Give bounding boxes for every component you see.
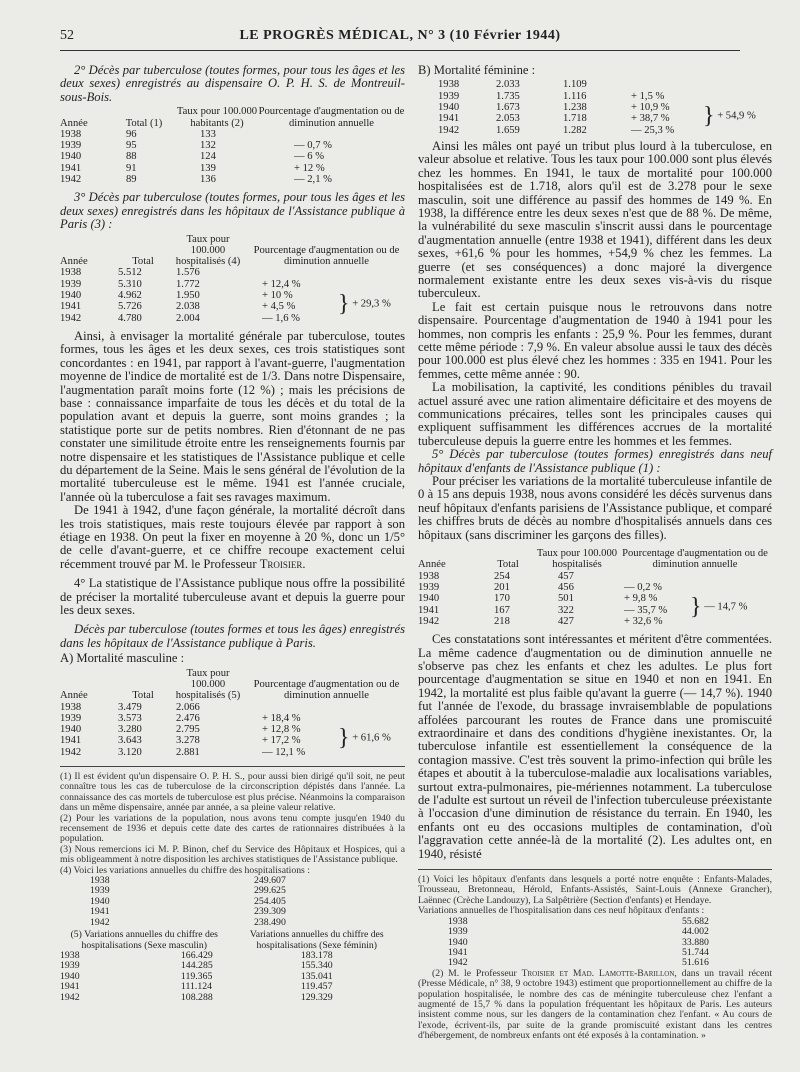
table-cell: 2.066 (176, 701, 200, 713)
table-cell: 111.124 (180, 981, 213, 993)
brace: } (690, 593, 702, 620)
paragraph: Ainsi les mâles ont payé un tribut plus lourd à la tuberculose, en valeur absolue et relative. Tous les taux pour 100.000 sont plus élevés chez les hommes. En 1941, le taux de mortalité pour 100.000 hospitalisées est de 1.718, alors qu'il est de 3.278 pour le sexe masculin, soit une différence au passif des hommes de 149 %. En 1938, la différence entre les deux sexes n'est que de 88 %. De même, la vulnérabilité du sexe masculin s'inscrit aussi dans le pourcentage d'augmentation annuelle (entre 1938 et 1941), différent dans les deux sexes, +61,6 % pour les hommes, +54,9 % chez les femmes. La guerre (et ses conséquences) a donc majoré la divergence normalement existante entre les deux sexes vis-à-vis du risque tuberculeux. (418, 138, 772, 301)
table-cell: 1942 (60, 746, 82, 758)
table-cell: + 10,9 % (631, 102, 670, 113)
table-cell: + 32,6 % (624, 615, 663, 627)
table-cell: 135.041 (300, 970, 333, 982)
running-header (60, 28, 740, 48)
table-cell: 2.881 (176, 746, 200, 758)
table-cell: 51.744 (682, 946, 709, 958)
table-cell: 3.573 (118, 712, 142, 724)
table-children-hospitals (418, 548, 772, 627)
table-cell: 1.238 (563, 102, 587, 113)
table-cell: + 18,4 % (262, 712, 301, 724)
table-cell: 1.116 (563, 90, 587, 102)
table-cell: 1941 (60, 301, 82, 313)
table-cell: 1942 (60, 312, 82, 324)
table-cell: 1938 (60, 949, 80, 961)
right-column (418, 64, 772, 1042)
table-cell: 2.004 (176, 312, 200, 324)
table-cell: — 6 % (294, 151, 325, 163)
table-cell: 91 (126, 162, 137, 174)
table-cell: + 10 % (262, 290, 293, 301)
table-cell (248, 267, 338, 278)
footnote-rule (60, 766, 405, 767)
table-cell: 218 (494, 615, 510, 627)
table-cell: + 4,5 % (262, 301, 296, 313)
paragraph: Ainsi, à envisager la mortalité générale par tuberculose, toutes formes, tous les âges et les deux sexes, ces trois statistiques sont concordantes : en 1941, par rapport à l'avant-guerre, l'augmentation moyenne de l'indice de mortalité est de 1/3. Dans notre Dispensaire, l'augmentation paraît moins forte (12 %) ; mais les précisions de base : connaissance imparfaite de tous les décès et du total de la population avant et depuis la guerre, sont moins grandes ; la statistique porte sur de petits nombres. Rien d'étonnant de ne pas constater une similitude étroite entre les renseignements fournis par notre dispensaire et les statistiques de l'Assistance publique et celle du département de la Seine. Mais le sens général de l'évolution de la mortalité tuberculeuse est le même. 1941 est l'année cruciale, l'année où la tuberculose a fait ses ravages maximum. (60, 328, 405, 504)
table-cell: + 9,8 % (624, 593, 658, 605)
brace: } (338, 290, 350, 317)
table-cell: 3.479 (118, 701, 142, 713)
table-cell (248, 702, 338, 713)
paragraph: Pour préciser les variations de la mortalité tuberculeuse infantile de 0 à 15 ans depuis 1938, nous avons considéré les décès survenus dans neuf hôpitaux d'enfants parisiens de l'Assistance publique, et comparé les chiffres bruts de décès au nombre d'hospitalisés annuels dans ces hôpitaux (sans discriminer les garçons des filles). (418, 474, 772, 542)
table-cell: + 12,8 % (262, 724, 301, 736)
col-header: Pourcentage d'augmentation ou de diminution annuelle (253, 678, 400, 702)
table-cell: 108.288 (180, 991, 213, 1003)
table-cell: 1940 (90, 895, 110, 907)
table-cell: 254.405 (254, 895, 286, 907)
table-cell: — 35,7 % (624, 604, 668, 616)
table-cell: + 12,4 % (262, 278, 301, 290)
journal-title: LE PROGRÈS MÉDICAL, N° 3 (10 Février 1944) (239, 28, 561, 43)
table-cell: 2.053 (496, 113, 520, 125)
paragraph: Ces constatations sont intéressantes et méritent d'être commentées. La même cadence d'augmentation ou de diminution annuelle ne s'observe pas chez les enfants et chez les adultes. Le plus fort pourcentage d'augmentation se situe en 1940 et non en 1941. En 1942, la mortalité est plus faible qu'avant la guerre (— 14,7 %). 1940 fut l'année de l'exode, du brassage invraisemblable de populations affolées parcourant les routes de France dans une promiscuité extraordinaire et dans des conditions d'hygiène inexistantes. Or, la tuberculose infantile est essentiellement la conséquence de la contagion massive. C'est très souvent la primo-infection qui brûle les étapes et aboutit à la tuberculose-maladie aux localisations variables, surtout extra-pulmonaires, pie-mériennes notamment. La tuberculose de l'adulte est surtout un réveil de l'infection tuberculeuse préexistante à l'occasion d'une diminution de résistance du terrain. En 1940, les enfants ont eu des occasions multiples de contamination, d'où l'aggravation cette année-là de la mortalité (2). Les adultes ont, en 1940, résisté (418, 632, 772, 861)
table-cell: 139 (200, 162, 216, 174)
table-cell: 1940 (448, 936, 468, 948)
table-cell: 254 (494, 570, 510, 582)
table-cell: 1938 (60, 267, 82, 279)
col-header: Total (132, 690, 154, 702)
table-cell: 1941 (90, 906, 110, 918)
table-cell: 166.429 (180, 949, 213, 961)
table-cell (623, 79, 703, 90)
table-cell: 2.795 (176, 724, 200, 736)
section-5-title: 5° Décès par tuberculose (toutes formes) enregistrés dans neuf hôpitaux d'enfants de l'Assistance publique (1) : (418, 447, 772, 475)
col-header: Année (60, 256, 88, 268)
table-cell: 88 (126, 151, 137, 163)
brace-total: + 61,6 % (352, 732, 391, 744)
col-header: Pourcentage d'augmentation ou de diminution annuelle (622, 548, 768, 571)
brace: } (703, 102, 715, 129)
table-cell: + 12 % (294, 162, 325, 174)
table-cell: 1.673 (496, 102, 520, 113)
table-cell: 457 (558, 570, 574, 582)
table-cell: 5.726 (118, 301, 142, 313)
table-cell: 96 (126, 128, 137, 140)
table-cell: 1.282 (563, 124, 587, 136)
paragraph: La mobilisation, la captivité, les conditions pénibles du travail actuel assuré avec une ration alimentaire déficitaire et des moyens de communications précaires, telles sont les principales causes qui expliquent suffisamment les différences accrues de la mortalité tuberculeuse depuis la guerre entre les hommes et les femmes. (418, 380, 772, 448)
footnote: (1) Voici les hôpitaux d'enfants dans lesquels a porté notre enquête : Enfants-Malades, Trousseau, Bretonneau, Hérold, Enfants-Assistés, Saint-Louis (Annexe Grancher), Laënnec (Crèche Landouzy), La Salpêtrière (Section d'enfants) et Hendaye. (418, 874, 772, 906)
table-cell: 4.780 (118, 312, 142, 324)
footnote-text: dans un travail récent (Presse Médicale, n° 38, 9 octobre 1943) estiment que proportionnellement au chiffre de la population hospitalisée, le nombre des cas de méningite tuberculeuse chez l'enfant a augmenté de 15,7 % dans la population fréquentant les hôpitaux de Paris. Les auteurs insistent comme nous, sur les dangers de la contamination chez l'enfant. « Au cours de l'exode, écrivent-ils, par suite de la grande promiscuité existant dans les centres d'hébergement, de nombreux enfants ont été exposés à la contamination. » (418, 967, 773, 1042)
table-cell: 1941 (418, 604, 440, 616)
subsection-label: A) Mortalité masculine : (60, 651, 185, 666)
section-4-title: Décès par tuberculose (toutes formes et tous les âges) enregistrés dans les hôpitaux de l'Assistance publique à Paris. (60, 622, 405, 650)
col-header: Taux pour 100.000 hospitalisés (536, 548, 618, 571)
table-cell: 299.625 (254, 885, 286, 897)
footnote (418, 969, 772, 1042)
table-cell: 238.490 (254, 916, 286, 928)
table-cell: 1939 (60, 140, 82, 152)
table-cell: 1942 (418, 615, 440, 627)
table-cell: 1938 (60, 128, 82, 140)
col-header: Année (418, 559, 446, 571)
author-names: Troisier et Mad. Lamotte-Barillon, (521, 967, 677, 979)
table-assistance-publique (60, 234, 405, 324)
brace-total: — 14,7 % (704, 601, 748, 613)
table-cell: 1.772 (176, 278, 200, 290)
table-cell: 201 (494, 581, 510, 593)
table-cell: 1938 (438, 79, 460, 91)
table-male-mortality (60, 668, 405, 758)
table-cell: 3.120 (118, 746, 142, 758)
col-header: Pourcentage d'augmentation ou de diminution annuelle (253, 244, 400, 268)
footnote: (1) Il est évident qu'un dispensaire O. P. H. S., pour aussi bien dirigé qu'il soit, ne peut connaître tous les cas de tuberculose de la circonscription dépistés dans l'année. La connaissance des cas mortels de tuberculose est plus précise. Néanmoins la comparaison dans un même dispensaire, année par année, a sa pleine valeur relative. (60, 771, 405, 814)
table-cell: + 17,2 % (262, 735, 301, 747)
table-cell: 239.309 (254, 906, 286, 918)
paragraph (60, 504, 405, 571)
table-cell: 124 (200, 151, 216, 163)
table-cell: 3.280 (118, 724, 142, 736)
table-cell: — 25,3 % (631, 124, 675, 136)
table-cell: 1.950 (176, 290, 200, 301)
table-cell: 1942 (448, 957, 468, 969)
table-cell: 1941 (60, 162, 82, 174)
table-cell: 1939 (60, 712, 82, 724)
hospitalisation-table (90, 876, 290, 928)
table-cell: 1938 (448, 915, 468, 927)
brace-total: + 29,3 % (352, 298, 391, 310)
table-cell: 2.033 (496, 79, 520, 91)
table-cell: 136 (200, 174, 216, 185)
table-cell: 456 (558, 581, 574, 593)
table-cell: 44.002 (682, 926, 709, 938)
brace-total: + 54,9 % (717, 110, 756, 122)
table-cell: 3.278 (176, 735, 200, 747)
table-cell: 501 (558, 593, 574, 605)
table-cell: 119.365 (180, 970, 213, 982)
paragraph-text: De 1941 à 1942, d'une façon générale, la mortalité décroît dans les trois statistiques, mais reste toujours élevée par rapport à son étiage en 1938. On peut la fixer en moyenne à 20 %, donc un 1/5° de celle d'avant-guerre, et ce chiffre recoupe exactement celui récemment trouvé par M. le Professeur (60, 503, 405, 571)
col-header: Total (132, 256, 154, 268)
table-cell: 1.576 (176, 267, 200, 279)
col-header: Année (60, 117, 88, 129)
col-header: Pourcentage d'augmentation ou de diminution annuelle (258, 106, 405, 129)
table-cell: 33.880 (682, 936, 709, 948)
subsection-label: B) Mortalité féminine : (418, 63, 536, 77)
table-cell: 1940 (438, 102, 460, 113)
table-cell: 1938 (60, 701, 82, 713)
table-cell: 1.735 (496, 90, 520, 102)
table-cell: 1940 (60, 290, 82, 301)
table-cell: — 0,2 % (624, 581, 662, 593)
table-cell: 1.109 (563, 79, 587, 91)
table-female-mortality (418, 79, 772, 135)
table-cell: 2.476 (176, 712, 200, 724)
children-hospitalisation-table (448, 917, 713, 969)
table-cell: 1942 (438, 124, 460, 136)
paragraph: Le fait est certain puisque nous le retrouvons dans notre dispensaire. Pourcentage d'augmentation de 1940 à 1941 pour les hommes, non compris les enfants : 25,9 %. Pour les femmes, durant cette même période : 7,9 %. En valeur absolue aussi le taux des décès pour 100.000 est plus élevé chez les hommes : 335 en 1941. Pour les femmes, cette même année : 90. (418, 299, 772, 381)
table-cell: + 38,7 % (631, 113, 670, 125)
table-cell: 1940 (60, 970, 80, 982)
footnote: (4) Voici les variations annuelles du chiffre des hospitalisations : (60, 864, 310, 876)
table-cell: 1939 (90, 885, 110, 897)
table-cell: 95 (126, 140, 137, 152)
table-cell: 1941 (60, 735, 82, 747)
section-2-title: 2° Décès par tuberculose (toutes formes, pour tous les âges et les deux sexes) enregistrés au dispensaire O. P. H. S. de Montreuil-sous-Bois. (60, 63, 405, 104)
col-header: (5) Variations annuelles du chiffre des hospitalisations (Sexe masculin) (70, 929, 218, 951)
hospitalisation-by-sex-table (60, 930, 405, 1003)
col-header: Taux pour 100.000 hospitalisés (4) (175, 233, 241, 268)
table-cell: 2.038 (176, 301, 200, 313)
table-montreuil (60, 106, 405, 185)
table-cell: 119.457 (301, 981, 333, 993)
table-cell: 51.616 (682, 957, 709, 969)
table-cell: 133 (200, 128, 216, 140)
table-cell: 1939 (60, 960, 80, 972)
section-3-title: 3° Décès par tuberculose (toutes formes, pour tous les âges et les deux sexes) enregistrés dans les hôpitaux de l'Assistance publique à Paris (3) : (60, 190, 405, 232)
table-cell: 144.285 (180, 960, 213, 972)
table-cell: 1938 (418, 570, 440, 582)
table-cell: + 1,5 % (631, 90, 665, 102)
table-cell: 1941 (60, 981, 80, 993)
table-cell: 1941 (438, 113, 460, 125)
table-cell: — 0,7 % (294, 140, 332, 152)
table-cell: 155.340 (300, 960, 333, 972)
table-cell: — 2,1 % (294, 174, 332, 185)
col-header: Total (497, 559, 519, 571)
footnote-text: (2) M. le Professeur (432, 967, 517, 979)
author-name: Troisier. (259, 556, 306, 571)
footnote: (2) Pour les variations de la population, nous avons tenu compte jusqu'en 1940 du recensement de 1936 et depuis cette date des cartes de rationnaires distribuées à la population. (60, 812, 405, 845)
table-cell: 1940 (60, 151, 82, 163)
table-cell: 1940 (60, 724, 82, 736)
table-cell: 322 (558, 604, 574, 616)
table-cell: 55.682 (682, 915, 709, 927)
table-cell: 170 (494, 593, 510, 605)
page-number: 52 (60, 28, 74, 43)
table-cell: 3.643 (118, 735, 142, 747)
table-cell: 5.512 (118, 267, 142, 279)
col-header: Taux pour 100.000 hospitalisés (5) (175, 667, 241, 702)
table-cell: 249.607 (254, 875, 286, 887)
table-cell: 132 (200, 140, 216, 152)
table-cell (618, 571, 690, 582)
table-cell: 1.718 (563, 113, 587, 125)
col-header: Variations annuelles du chiffre des hospitalisations (Sexe féminin) (249, 929, 384, 951)
col-header: Taux pour 100.000 habitants (2) (176, 106, 258, 129)
table-cell: — 1,6 % (262, 312, 300, 324)
table-cell: 1939 (448, 926, 468, 938)
left-column (60, 64, 405, 1003)
table-cell: 1939 (418, 581, 440, 593)
footnote: Variations annuelles de l'hospitalisation dans ces neuf hôpitaux d'enfants : (418, 905, 705, 917)
table-cell: 427 (558, 615, 574, 627)
footnote: (3) Nous remercions ici M. P. Binon, chef du Service des Hôpitaux et Hospices, qui a mis obligeamment à notre disposition les archives statistiques de l'Assistance publique. (60, 843, 405, 866)
table-cell: 89 (126, 174, 137, 185)
col-header: Total (1) (125, 117, 163, 129)
table-cell: 4.962 (118, 290, 142, 301)
table-cell: 1942 (90, 916, 110, 928)
table-cell: 129.329 (300, 991, 333, 1003)
brace: } (338, 724, 350, 751)
table-cell: 1942 (60, 991, 80, 1003)
table-cell: 1939 (60, 278, 82, 290)
table-cell: 1940 (418, 593, 440, 605)
table-cell (258, 129, 405, 140)
header-rule (60, 50, 740, 51)
table-cell: 1942 (60, 174, 82, 185)
table-cell: 1938 (90, 875, 110, 887)
footnote-rule (418, 869, 772, 870)
table-cell: 167 (494, 604, 510, 616)
table-cell: 1939 (438, 90, 460, 102)
table-cell: 5.310 (118, 278, 142, 290)
col-header: Année (60, 690, 88, 702)
paragraph: 4° La statistique de l'Assistance publique nous offre la possibilité de préciser la mortalité tuberculeuse avant et depuis la guerre pour les deux sexes. (60, 576, 405, 618)
table-cell: — 12,1 % (262, 746, 306, 758)
table-cell: 1941 (448, 946, 468, 958)
table-cell: 1.659 (496, 124, 520, 136)
table-cell: 183.178 (300, 949, 333, 961)
